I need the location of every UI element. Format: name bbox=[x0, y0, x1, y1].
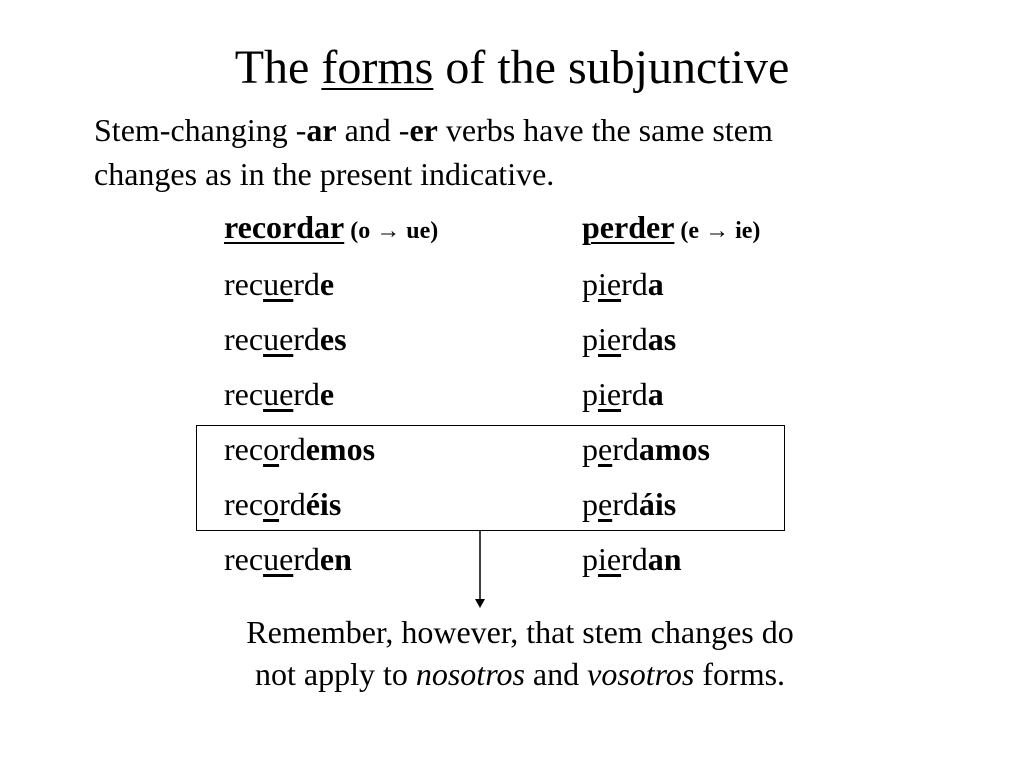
stem-change: (o → ue) bbox=[344, 218, 439, 244]
conjugation-recordar-1: recuerde bbox=[224, 266, 335, 302]
conjugation-recordar-6: recuerden bbox=[224, 541, 352, 577]
conjugation-recordar-3: recuerde bbox=[224, 376, 335, 412]
intro-text-e: verbs have the same stem bbox=[437, 112, 773, 148]
conjugation-recordar-4: recordemos bbox=[224, 431, 376, 467]
arrow-icon: → bbox=[705, 218, 730, 244]
heading-recordar bbox=[224, 205, 438, 253]
nosotros-term: nosotros bbox=[415, 656, 525, 692]
arrow-icon: → bbox=[376, 218, 401, 244]
conjugation-perder-4: perdamos bbox=[582, 431, 710, 467]
intro-line-2: changes as in the present indicative. bbox=[94, 156, 555, 192]
conjugation-perder-6: pierdan bbox=[582, 541, 682, 577]
vosotros-term: vosotros bbox=[587, 656, 695, 692]
verb-name: perder bbox=[582, 209, 675, 245]
intro-text-c: and - bbox=[336, 112, 410, 148]
intro-line-1 bbox=[94, 108, 994, 152]
conjugation-perder-5: perdáis bbox=[582, 486, 677, 522]
conjugation-perder-1: pierda bbox=[582, 266, 664, 302]
title-post: of the subjunctive bbox=[433, 41, 790, 94]
nosotros-vosotros-highlight-box bbox=[196, 425, 785, 531]
stem-change: (e → ie) bbox=[674, 218, 761, 244]
heading-perder bbox=[582, 205, 760, 253]
note-line-2: not apply to nosotros and vosotros forms. bbox=[254, 656, 786, 692]
slide-title bbox=[0, 38, 1024, 98]
down-arrow-icon bbox=[470, 531, 490, 609]
intro-er: er bbox=[409, 112, 438, 148]
intro-text-a: Stem-changing - bbox=[94, 112, 307, 148]
conjugation-perder-2: pierdas bbox=[582, 321, 677, 357]
title-underlined-word: forms bbox=[321, 41, 434, 94]
title-pre: The bbox=[234, 41, 322, 94]
conjugation-recordar-2: recuerdes bbox=[224, 321, 347, 357]
note-line-1: Remember, however, that stem changes do bbox=[246, 614, 794, 650]
conjugation-recordar-5: recordéis bbox=[224, 486, 342, 522]
intro-ar: ar bbox=[306, 112, 337, 148]
verb-name: recordar bbox=[224, 209, 345, 245]
conjugation-perder-3: pierda bbox=[582, 376, 664, 412]
